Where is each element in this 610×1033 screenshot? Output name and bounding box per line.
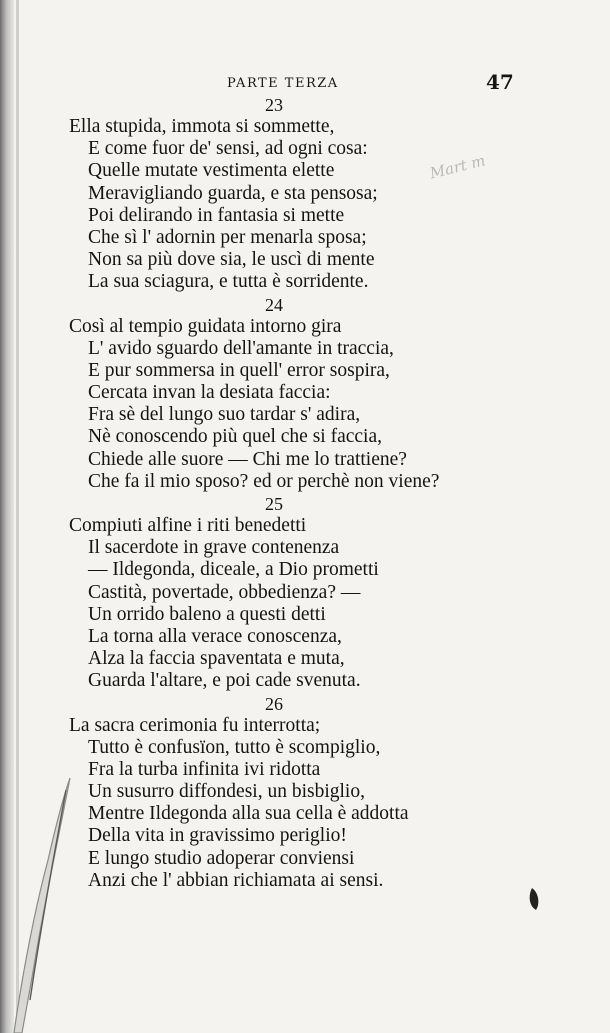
verse-line: Il sacerdote in grave contenenza bbox=[88, 537, 340, 559]
verse-line: Chiede alle suore — Chi me lo trattiene? bbox=[88, 448, 407, 470]
stanza bbox=[0, 493, 610, 693]
verse-line: Della vita in gravissimo periglio! bbox=[88, 825, 347, 847]
verse-line: Ella stupida, immota si sommette, bbox=[69, 116, 335, 137]
verse-line: Compiuti alfine i riti benedetti bbox=[69, 515, 307, 536]
verse-line: Meravigliando guarda, e sta pensosa; bbox=[88, 182, 378, 204]
verse-line: La sacra cerimonia fu interrotta; bbox=[69, 714, 321, 736]
verse-line: Anzi che l' abbian richiamata ai sensi. bbox=[88, 869, 384, 891]
poem-body bbox=[0, 94, 610, 892]
stanza-number: 26 bbox=[265, 693, 283, 714]
verse-line: Fra la turba infinita ivi ridotta bbox=[88, 758, 321, 780]
verse-line: Poi delirando in fantasia si mette bbox=[88, 204, 345, 226]
verse-line: Così al tempio guidata intorno gira bbox=[69, 315, 342, 337]
verse-line: Non sa più dove sia, le uscì di mente bbox=[88, 249, 375, 271]
verse-line: Un susurro diffondesi, un bisbiglio, bbox=[88, 781, 365, 803]
verse-line: Che fa il mio sposo? ed or perchè non viene? bbox=[88, 470, 440, 492]
stanza-number: 24 bbox=[265, 294, 283, 315]
verse-line: Castità, povertade, obbedienza? — bbox=[88, 581, 361, 603]
verse-line: Un orrido baleno a questi detti bbox=[88, 603, 326, 625]
page-number: 47 bbox=[486, 70, 514, 94]
verse-line: La sua sciagura, e tutta è sorridente. bbox=[88, 271, 369, 293]
verse-line: Che sì l' adornin per menarla sposa; bbox=[88, 226, 367, 248]
verse-line: Quelle mutate vestimenta elette bbox=[88, 160, 335, 182]
verse-line: Alza la faccia spaventata e muta, bbox=[88, 648, 345, 670]
stanza bbox=[0, 693, 610, 893]
verse-line: L' avido sguardo dell'amante in traccia, bbox=[88, 337, 394, 359]
verse-line: Cercata invan la desiata faccia: bbox=[88, 382, 331, 404]
stanza-number: 25 bbox=[265, 494, 283, 514]
verse-line: E lungo studio adoperar conviensi bbox=[88, 847, 355, 869]
verse-line: Nè conoscendo più quel che si faccia, bbox=[88, 426, 383, 448]
verse-line: Fra sè del lungo suo tardar s' adira, bbox=[88, 404, 361, 426]
stanza bbox=[0, 94, 610, 294]
stanza bbox=[0, 294, 610, 494]
verse-line: Guarda l'altare, e poi cade svenuta. bbox=[88, 670, 361, 692]
handwritten-margin-note: Mart m bbox=[428, 151, 488, 183]
verse-line: Tutto è confusïon, tutto è scompiglio, bbox=[88, 736, 381, 758]
stanza-number: 23 bbox=[265, 95, 283, 115]
verse-line: E pur sommersa in quell' error sospira, bbox=[88, 359, 390, 381]
verse-line: Mentre Ildegonda alla sua cella è addotta bbox=[88, 803, 409, 825]
verse-line: La torna alla verace conoscenza, bbox=[88, 625, 342, 647]
verse-line: — Ildegonda, diceale, a Dio prometti bbox=[88, 559, 379, 581]
verse-line: E come fuor de' sensi, ad ogni cosa: bbox=[88, 138, 368, 160]
running-title: PARTE TERZA bbox=[227, 76, 339, 91]
